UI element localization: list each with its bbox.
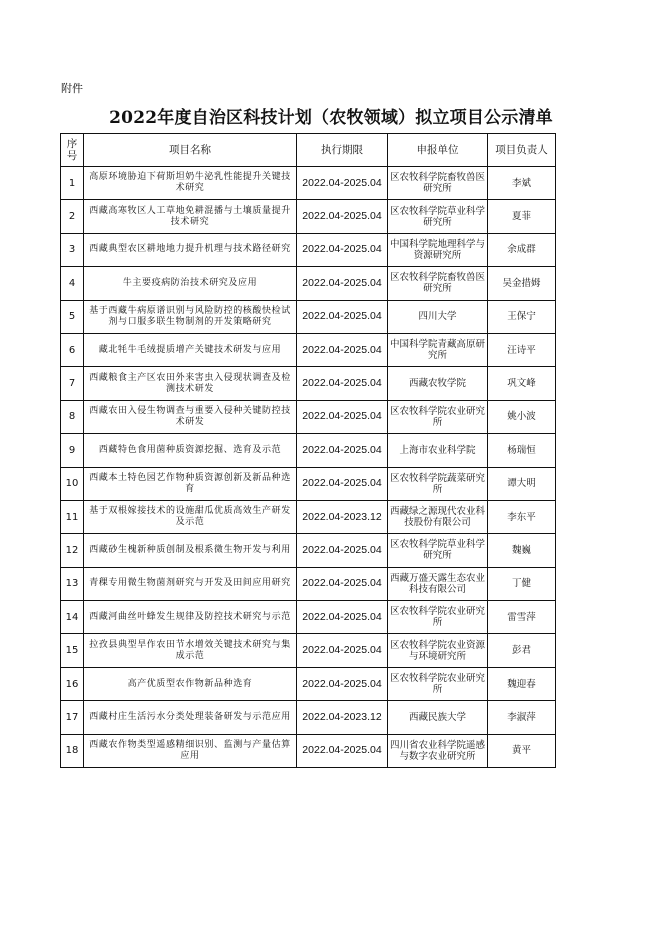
header-period: 执行期限 [297,134,388,167]
table-row [61,634,556,667]
applicant-unit: 中国科学院地理科学与资源研究所 [388,233,488,266]
project-leader: 李东平 [488,500,556,533]
execution-period: 2022.04-2025.04 [297,167,388,200]
attachment-label: 附件 [61,82,83,95]
header-name: 项目名称 [84,134,297,167]
applicant-unit: 西藏农牧学院 [388,367,488,400]
project-leader: 彭君 [488,634,556,667]
execution-period: 2022.04-2023.12 [297,701,388,734]
execution-period: 2022.04-2025.04 [297,534,388,567]
execution-period: 2022.04-2025.04 [297,467,388,500]
applicant-unit: 区农牧科学院畜牧兽医研究所 [388,267,488,300]
table-row [61,333,556,366]
project-name: 牛主要疫病防治技术研究及应用 [84,267,297,300]
table-row [61,567,556,600]
table-row [61,701,556,734]
execution-period: 2022.04-2025.04 [297,567,388,600]
table-row [61,601,556,634]
project-leader: 丁健 [488,567,556,600]
table-row [61,534,556,567]
row-number: 8 [61,400,84,433]
project-leader: 王保宁 [488,300,556,333]
project-name: 西藏砂生槐新种质创制及根系微生物开发与利用 [84,534,297,567]
applicant-unit: 四川大学 [388,300,488,333]
table-row [61,167,556,200]
applicant-unit: 中国科学院青藏高原研究所 [388,333,488,366]
project-leader: 余成群 [488,233,556,266]
applicant-unit: 区农牧科学院农业研究所 [388,400,488,433]
project-name: 西藏特色食用菌种质资源挖掘、选育及示范 [84,434,297,467]
project-name: 基于双根嫁接技术的设施甜瓜优质高效生产研发及示范 [84,500,297,533]
row-number: 15 [61,634,84,667]
row-number: 17 [61,701,84,734]
project-leader: 黄平 [488,734,556,767]
page-title: 2022年度自治区科技计划（农牧领域）拟立项目公示清单 [109,108,553,128]
applicant-unit: 区农牧科学院农业研究所 [388,601,488,634]
execution-period: 2022.04-2025.04 [297,734,388,767]
execution-period: 2022.04-2025.04 [297,434,388,467]
table-row [61,233,556,266]
table-row [61,400,556,433]
project-name: 藏北牦牛毛绒提质增产关键技术研发与应用 [84,333,297,366]
table-header-row [61,134,556,167]
header-person: 项目负责人 [488,134,556,167]
project-name: 西藏河曲丝叶蜂发生规律及防控技术研究与示范 [84,601,297,634]
table-row [61,200,556,233]
applicant-unit: 区农牧科学院草业科学研究所 [388,534,488,567]
project-leader: 夏菲 [488,200,556,233]
row-number: 10 [61,467,84,500]
project-name: 西藏本土特色园艺作物种质资源创新及新品种选育 [84,467,297,500]
header-unit: 申报单位 [388,134,488,167]
applicant-unit: 四川省农业科学院遥感与数字农业研究所 [388,734,488,767]
project-leader: 汪诗平 [488,333,556,366]
row-number: 14 [61,601,84,634]
execution-period: 2022.04-2025.04 [297,267,388,300]
table-row [61,267,556,300]
row-number: 13 [61,567,84,600]
project-leader: 魏巍 [488,534,556,567]
execution-period: 2022.04-2023.12 [297,500,388,533]
project-leader: 李淑萍 [488,701,556,734]
project-name: 西藏农田入侵生物调查与重要入侵种关键防控技术研发 [84,400,297,433]
header-index: 序号 [61,134,84,167]
applicant-unit: 区农牧科学院蔬菜研究所 [388,467,488,500]
project-leader: 雷雪萍 [488,601,556,634]
applicant-unit: 区农牧科学院农业研究所 [388,667,488,700]
execution-period: 2022.04-2025.04 [297,333,388,366]
row-number: 1 [61,167,84,200]
applicant-unit: 区农牧科学院畜牧兽医研究所 [388,167,488,200]
project-name: 西藏农作物类型遥感精细识别、监测与产量估算应用 [84,734,297,767]
project-leader: 巩文峰 [488,367,556,400]
row-number: 3 [61,233,84,266]
project-name: 西藏村庄生活污水分类处理装备研发与示范应用 [84,701,297,734]
project-name: 拉孜县典型旱作农田节水增效关键技术研究与集成示范 [84,634,297,667]
table-row [61,367,556,400]
row-number: 6 [61,333,84,366]
project-leader: 魏迎春 [488,667,556,700]
row-number: 11 [61,500,84,533]
project-name: 高原环境胁迫下荷斯坦奶牛泌乳性能提升关键技术研究 [84,167,297,200]
execution-period: 2022.04-2025.04 [297,233,388,266]
row-number: 2 [61,200,84,233]
project-name: 青稞专用微生物菌剂研究与开发及田间应用研究 [84,567,297,600]
row-number: 5 [61,300,84,333]
project-name: 高产优质型农作物新品种选育 [84,667,297,700]
project-leader: 杨瑞恒 [488,434,556,467]
table-row [61,434,556,467]
table-row [61,467,556,500]
execution-period: 2022.04-2025.04 [297,634,388,667]
project-leader: 吴金措姆 [488,267,556,300]
row-number: 9 [61,434,84,467]
table-row [61,500,556,533]
project-name: 西藏典型农区耕地地力提升机理与技术路径研究 [84,233,297,266]
applicant-unit: 西藏绿之源现代农业科技股份有限公司 [388,500,488,533]
applicant-unit: 西藏万盛天露生态农业科技有限公司 [388,567,488,600]
row-number: 16 [61,667,84,700]
applicant-unit: 区农牧科学院农业资源与环境研究所 [388,634,488,667]
applicant-unit: 区农牧科学院草业科学研究所 [388,200,488,233]
project-name: 西藏高寒牧区人工草地免耕混播与土壤质量提升技术研究 [84,200,297,233]
applicant-unit: 上海市农业科学院 [388,434,488,467]
execution-period: 2022.04-2025.04 [297,601,388,634]
table-row [61,667,556,700]
project-leader: 姚小波 [488,400,556,433]
applicant-unit: 西藏民族大学 [388,701,488,734]
execution-period: 2022.04-2025.04 [297,200,388,233]
row-number: 7 [61,367,84,400]
project-name: 西藏粮食主产区农田外来害虫入侵现状调查及检测技术研发 [84,367,297,400]
row-number: 4 [61,267,84,300]
project-table [60,133,556,768]
table-row [61,300,556,333]
execution-period: 2022.04-2025.04 [297,667,388,700]
execution-period: 2022.04-2025.04 [297,367,388,400]
table-row [61,734,556,767]
execution-period: 2022.04-2025.04 [297,300,388,333]
execution-period: 2022.04-2025.04 [297,400,388,433]
row-number: 12 [61,534,84,567]
project-leader: 谭大明 [488,467,556,500]
project-leader: 李斌 [488,167,556,200]
row-number: 18 [61,734,84,767]
project-name: 基于西藏牛病原谱识别与风险防控的核酸快检试剂与口服多联生物制剂的开发策略研究 [84,300,297,333]
